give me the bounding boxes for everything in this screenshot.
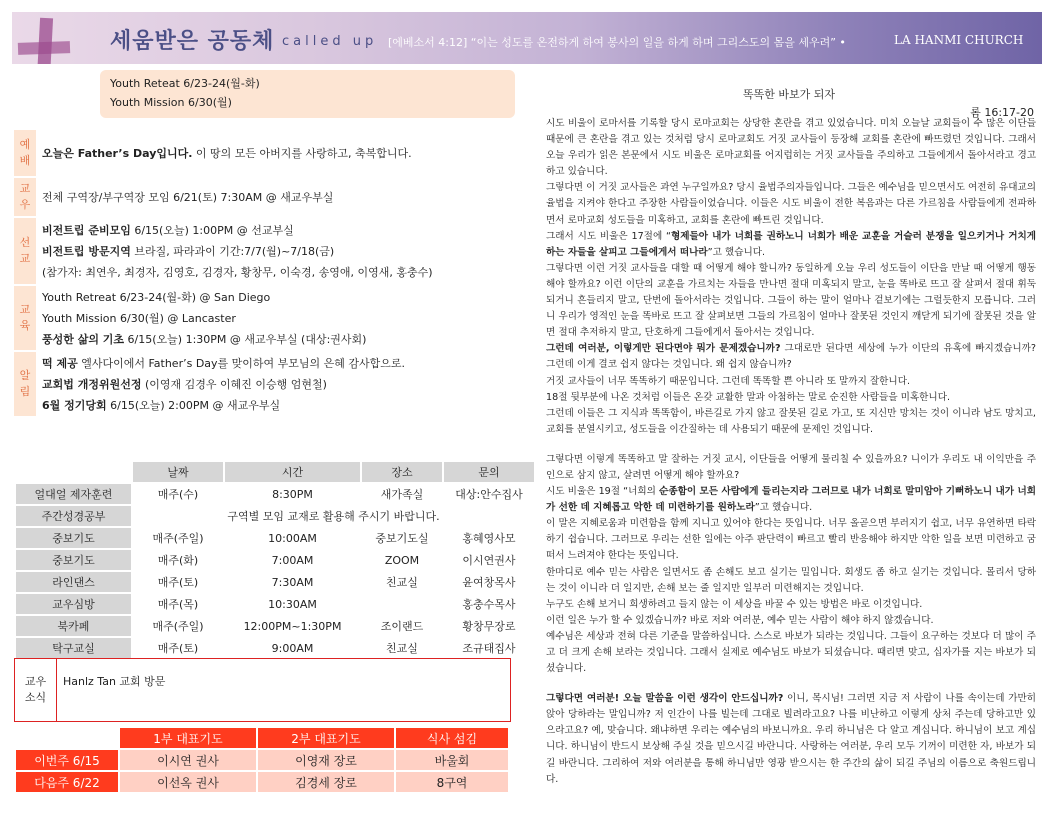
- schedule-row: [16, 572, 534, 592]
- announcement-line: (참가자: 최연우, 최경자, 김영호, 김경자, 황창무, 이숙경, 송영애, 이영새, 홍충수): [42, 265, 433, 279]
- schedule-time: 10:30AM: [225, 594, 360, 614]
- schedule-date: 매주(토): [133, 638, 223, 658]
- schedule-header: 문의: [444, 462, 534, 482]
- announcement-line: 교회법 개정위원선정 (이영재 김경우 이혜진 이승행 엄현철): [42, 377, 327, 391]
- schedule-row-name: 얼대얼 제자훈련: [16, 484, 131, 504]
- sermon-paragraph: 그런데 여러분, 이렇게만 된다면야 뭐가 문제겠습니까? 그대로만 된다면 세상에 누가 이단의 유혹에 빠지겠습니까? 그런데 이게 결코 쉽지 않다는 것입니다. 왜 쉽지 않습니까?: [546, 343, 1036, 371]
- bulletin-subtitle: called up: [282, 34, 378, 49]
- schedule-date: 매주(토): [133, 572, 223, 592]
- section-tab-worship: 예 배: [14, 130, 36, 176]
- schedule-row: [16, 528, 534, 548]
- sermon-paragraph: 이 말은 지혜로움과 미련함을 함께 지니고 있어야 한다는 뜻입니다. 너무 올곧으면 부러지기 쉽고, 너무 유연하면 타락하기 쉽습니다. 그러므로 우리는 선한 일에는 아주 판단력이 빠르고 빨리 반응해야 하지만 악한 일을 보면 미련하고 굼떠서 느려져야 한다는 뜻입니다.: [546, 518, 1036, 562]
- sermon-paragraph: 누구도 손해 보거니 희생하려고 들지 않는 이 세상을 바꿀 수 있는 방법은 바로 이것입니다.: [546, 598, 923, 610]
- prayer-row: [16, 772, 508, 792]
- prayer-corner: [16, 728, 118, 748]
- prayer-second-service: 이영재 장로: [258, 750, 394, 770]
- church-name: LA HANMI CHURCH: [894, 33, 1024, 47]
- sermon-reference: 롬 16:17-20: [970, 106, 1034, 119]
- schedule-row: [16, 550, 534, 570]
- schedule-row: [16, 484, 534, 504]
- prayer-first-service: 이선옥 권사: [120, 772, 256, 792]
- announcement-line: 떡 제공 엘사다이에서 Father’s Day를 맞이하여 부모님의 은혜 감사합으로.: [42, 356, 406, 370]
- sermon-paragraph: 그렇다면 이런 거짓 교사들을 대할 때 어떻게 해야 할니까? 동일하게 오늘 우리 성도들이 이단을 만날 때 어떻게 행동해야 할까요? 이런 이단의 교훈을 가르치는 자들을 만나면 절대 미혹되지 말고, 눈을 똑바로 뜨고 잘 살펴서 절대 휘둑되거니 흔들리지 말고, 단번에 돌아서라는 것입니다. 그들이 하는 말이 얼마나 겉보기에는 그럴듯한지 모릅니다. 그러니 우리가 영적인 눈을 똑바로 뜨고 잘 살펴보면 그들의 가르침이 얼마나 잘못된 것인지 깨닫게 되기에 잘못된 것을 알면 절대 추저하지 말고, 단호하게 그들에게서 돌아서는 것입니다.: [546, 262, 1036, 339]
- section-tab-mission: 선 교: [14, 218, 36, 284]
- announcement-education: [14, 286, 514, 350]
- sermon-body: [546, 116, 1036, 788]
- schedule-contact: 황창무장로: [444, 616, 534, 636]
- schedule-contact: 대상:안수집사: [444, 484, 534, 504]
- announcement-line: 풍성한 삶의 기초 6/15(오늘) 1:30PM @ 새교우부실 (대상:권사회): [42, 332, 367, 346]
- schedule-date: 매주(목): [133, 594, 223, 614]
- schedule-row: [16, 506, 534, 526]
- member-news-box: [14, 658, 511, 722]
- schedule-time: 7:00AM: [225, 550, 360, 570]
- event-item: Youth Reteat 6/23-24(월-화): [110, 77, 260, 90]
- announcement-line: Youth Mission 6/30(월) @ Lancaster: [42, 311, 236, 325]
- schedule-contact: 조규태집사: [444, 638, 534, 658]
- schedule-row-name: 중보기도: [16, 528, 131, 548]
- schedule-place: 새가족실: [362, 484, 442, 504]
- schedule-row-name: 북카페: [16, 616, 131, 636]
- schedule-date: 매주(화): [133, 550, 223, 570]
- events-box: [100, 70, 515, 118]
- prayer-week-label: 이번주 6/15: [16, 750, 118, 770]
- announcement-parish: [14, 178, 514, 216]
- schedule-row: [16, 594, 534, 614]
- sermon-paragraph: 그런데 이들은 그 지식과 똑똑함이, 바른길로 가지 않고 잘못된 길로 가고, 또 지신만 망치는 것이 이니라 남도 망치고, 교회를 분열시키고, 성도들을 이간질하는 데 사용되기 때문에 문제인 것입니다.: [546, 407, 1036, 435]
- sermon-paragraph: 그렇다면 이 거짓 교사들은 과연 누구일까요? 당시 율법주의자들입니다. 그들은 예수님을 믿으면서도 여전히 유대교의 율법을 지켜야 한다고 주장한 사람들이었습니다. 이들은 시도 비울이 전한 복음과는 다른 가르침을 사람들에게 전파하면서 로마교회 성도들을 미혹하고, 교회를 혼란에 빠트린 것입니다.: [546, 182, 1036, 226]
- announcement-worship: [14, 130, 514, 176]
- prayer-meal: 8구역: [396, 772, 508, 792]
- prayer-header: 1부 대표기도: [120, 728, 256, 748]
- schedule-row-name: 교우심방: [16, 594, 131, 614]
- schedule-place: ZOOM: [362, 550, 442, 570]
- bulletin-title: 세움받은 공동체: [110, 29, 275, 54]
- schedule-row-name: 주간성경공부: [16, 506, 131, 526]
- announcement-line: 6월 정기당회 6/15(오늘) 2:00PM @ 새교우부실: [42, 398, 281, 412]
- schedule-time: 12:00PM~1:30PM: [225, 616, 360, 636]
- schedule-header: 날짜: [133, 462, 223, 482]
- schedule-place: 중보기도실: [362, 528, 442, 548]
- sermon-paragraph: 그렇다면 이렇게 똑똑하고 말 잘하는 거짓 교시, 이단들을 어떻게 물리칠 수 있을까요? 니이가 우리도 내 이익만을 주인으로 삼지 않고, 살려면 어떻게 해야 할까요?: [546, 453, 1036, 481]
- announcement-line: 전체 구역장/부구역장 모임 6/21(토) 7:30AM @ 새교우부실: [42, 190, 334, 204]
- prayer-row: [16, 750, 508, 770]
- schedule-time: 9:00AM: [225, 638, 360, 658]
- sermon-paragraph: 시도 비울이 로마서를 기록할 당시 로마교회는 상당한 혼란을 겪고 있었습니다. 미치 오늘날 교회들이 수 많은 이단들 때문에 큰 혼란을 겪고 있는 것처럼 당시 로마교회도 거짓 교사들이 등장해 교회를 혼란에 빠뜨렸던 것입니다. 그래서 오늘 우리가 읽은 본문에서 시도 비울은 로마교회를 어지럽히는 거짓 교사들을 주의하고 그들에게서 돌아서라고 경고하고 있습니다.: [546, 118, 1036, 178]
- sermon-paragraph: 한마디로 예수 믿는 사람은 일면서도 좀 손해도 보고 실기는 밀입니다. 회생도 좀 하고 실기는 것입니다. 몰리서 당하는 것이 이니라 더 일지만, 손해 보는 줄 일지만 일부러 미련해지는 것입니다.: [546, 566, 1036, 594]
- announcement-line: Youth Retreat 6/23-24(월-화) @ San Diego: [42, 290, 271, 304]
- member-news-label: 교우 소식: [15, 659, 57, 721]
- event-item: Youth Mission 6/30(월): [110, 96, 232, 109]
- schedule-time: 8:30PM: [225, 484, 360, 504]
- schedule-row-name: 라인댄스: [16, 572, 131, 592]
- schedule-note: 구역별 모임 교재로 활용해 주시기 바랍니다.: [133, 506, 534, 526]
- schedule-date: 매주(주일): [133, 616, 223, 636]
- prayer-week-label: 다음주 6/22: [16, 772, 118, 792]
- announcement-line: 비전트립 준비모임 6/15(오늘) 1:00PM @ 선교부실: [42, 223, 294, 237]
- sermon-paragraph: 그렇다면 여러분! 오늘 말씀을 이런 생각이 안드십니까? 이니, 목시님! 그러면 지금 저 사람이 나를 속이는데 가만히 앉아 당하라는 말입니까? 저 인간이 나를 빌는데 그대로 빌려라고요? 나를 비난하고 이렇게 상처 주는데 당하고만 있으라고요? 예, 맞습니다. 왜냐하면 우리는 예수님의 바보니까요. 우리 하니님은 다 알고 계십니다. 하니님이 보고 계십니다. 하니님이 반드시 보상해 주실 것을 믿으시길 바란니다. 사랑하는 여러분, 우리 모두 기꺼이 미련한 자, 바보가 되길 바란니다. 그리하여 저와 여러분을 통해 하니님만 영광 받으시는 한 주간의 삶이 되길 주님의 이름으로 축원드립니다.: [546, 693, 1036, 785]
- schedule-date: 매주(수): [133, 484, 223, 504]
- schedule-contact: 이시연권사: [444, 550, 534, 570]
- section-tab-news: 알 림: [14, 352, 36, 416]
- schedule-contact: 홍혜영사모: [444, 528, 534, 548]
- announcement-line: 비전트립 방문지역 브라질, 파라과이 기간:7/7(월)~7/18(금): [42, 244, 335, 258]
- cross-icon-bar: [18, 41, 70, 55]
- prayer-first-service: 이시연 권사: [120, 750, 256, 770]
- schedule-time: 10:00AM: [225, 528, 360, 548]
- prayer-meal: 바울회: [396, 750, 508, 770]
- section-tab-parish: 교 우: [14, 178, 36, 216]
- prayer-header-row: [16, 728, 508, 748]
- schedule-table: [14, 460, 536, 660]
- header-banner: [12, 12, 1042, 64]
- sermon-paragraph: 거짓 교사들이 너무 똑똑하기 때문입니다. 그런데 똑똑할 쁜 아니라 또 말까지 잘한니다.: [546, 375, 911, 387]
- schedule-row-name: 탁구교실: [16, 638, 131, 658]
- schedule-date: 매주(주일): [133, 528, 223, 548]
- schedule-header: 시간: [225, 462, 360, 482]
- prayer-table: [14, 726, 510, 794]
- sermon-title: 똑똑한 바보가 되자: [742, 88, 835, 101]
- sermon-paragraph: 18절 뒷부분에 나온 것처럼 이들은 온갖 교활한 말과 아첨하는 말로 순진한 사람들을 미혹한니다.: [546, 391, 951, 403]
- schedule-contact: 윤여창목사: [444, 572, 534, 592]
- schedule-row-name: 중보기도: [16, 550, 131, 570]
- schedule-time: 7:30AM: [225, 572, 360, 592]
- announcement-news: [14, 352, 514, 416]
- announcement-line: 오늘은 Father’s Day입니다. 이 땅의 모든 아버지를 사랑하고, 축복합니다.: [42, 146, 412, 160]
- prayer-second-service: 김경세 장로: [258, 772, 394, 792]
- sermon-paragraph: 그래서 시도 비울은 17절에 “형제들아 내가 너희를 권하노니 너희가 배운 교훈을 거슬러 분쟁을 일으키거나 거치게 하는 자들을 살피고 그들에게서 떠나라”고 했습니다.: [546, 230, 1036, 258]
- schedule-row: [16, 638, 534, 658]
- schedule-place: 조이랜드: [362, 616, 442, 636]
- schedule-corner: [16, 462, 131, 482]
- schedule-row: [16, 616, 534, 636]
- theme-verse: [에베소서 4:12] “이는 성도를 온전하게 하여 봉사의 일을 하게 하며 그리스도의 몸을 세우려” •: [388, 36, 846, 49]
- prayer-header: 2부 대표기도: [258, 728, 394, 748]
- schedule-contact: 홍충수목사: [444, 594, 534, 614]
- schedule-header: 장소: [362, 462, 442, 482]
- schedule-place: 친교실: [362, 638, 442, 658]
- sermon-paragraph: 예수님은 세상과 전혀 다른 기준을 말씀하십니다. 스스로 바보가 되라는 것입니다. 그들이 요구하는 것보다 더 많이 주고 더 크게 손해 보라는 것입니다. 그래서 실제로 예수님도 바보가 되셨습니다. 때리면 맞고, 십자가를 지는 바보가 되셨습니다.: [546, 630, 1036, 675]
- schedule-place: [362, 594, 442, 614]
- sermon-paragraph: 이런 일은 누가 할 수 있겠습니까? 바로 저와 여러분, 예수 믿는 사람이 해야 하지 않겠습니다.: [546, 614, 934, 626]
- member-news-text: Hanlz Tan 교회 방문: [63, 675, 166, 688]
- announcement-mission: [14, 218, 514, 284]
- schedule-header-row: [16, 462, 534, 482]
- schedule-place: 친교실: [362, 572, 442, 592]
- sermon-paragraph: 시도 비울은 19절 “너희의 순종함이 모든 사람에게 들리는지라 그러므로 내가 너희로 말미암아 기뻐하노니 내가 너희가 선한 데 지혜롭고 악한 데 미련하기를 원하노라”고 했습니다.: [546, 486, 1036, 514]
- prayer-header: 식사 섬김: [396, 728, 508, 748]
- section-tab-education: 교 육: [14, 286, 36, 350]
